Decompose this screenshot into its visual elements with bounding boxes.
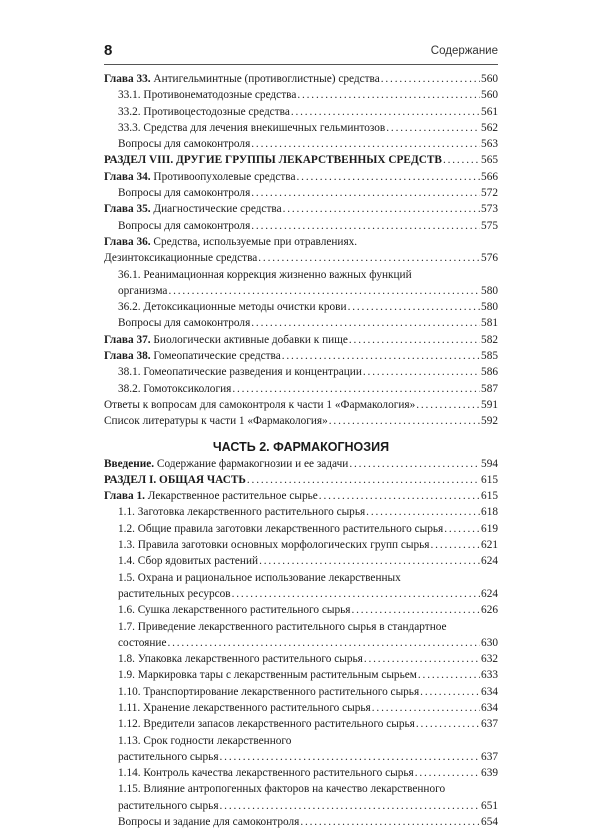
toc-entry — [104, 234, 498, 250]
toc-page-number: 565 — [481, 154, 498, 167]
toc-entry — [104, 716, 498, 732]
toc-entry-title — [118, 136, 250, 152]
toc-entry — [104, 332, 498, 348]
toc-entry — [104, 413, 498, 429]
toc-entry-prefix: Глава 35. — [104, 203, 151, 216]
toc-entry-prefix: Глава 38. — [104, 350, 151, 363]
toc-entry-text: растительных ресурсов — [118, 587, 231, 600]
toc-entry-title — [104, 71, 380, 87]
toc-entry-text: Дезинтоксикационные средства — [104, 252, 258, 265]
toc-entry-text: 1.3. Правила заготовки основных морфологических групп сырья — [118, 539, 430, 552]
toc-page-number: 580 — [481, 284, 498, 297]
toc-entry-text: 38.1. Гомеопатические разведения и концентрации — [118, 366, 362, 379]
toc-entry-text: Ответы к вопросам для самоконтроля к части 1 «Фармакология» — [104, 398, 416, 411]
toc-entry-text: Вопросы и задание для самоконтроля — [118, 816, 300, 829]
table-of-contents — [104, 71, 498, 830]
toc-page-number: 639 — [481, 767, 498, 780]
toc-entry-text: 1.9. Маркировка тары с лекарственным растительным сырьем — [118, 669, 417, 682]
toc-entry — [104, 586, 498, 602]
toc-leader-dots — [443, 152, 480, 168]
toc-entry-text: 1.1. Заготовка лекарственного растительного сырья — [118, 506, 366, 519]
toc-entry-title — [118, 749, 219, 765]
toc-entry — [104, 364, 498, 380]
toc-entry-text: Биологически активные добавки к пище — [150, 333, 348, 346]
toc-entry-title — [118, 381, 231, 397]
toc-entry — [104, 397, 498, 413]
toc-page-number: 562 — [481, 121, 498, 134]
toc-entry — [104, 456, 498, 472]
toc-entry-title — [118, 504, 365, 520]
toc-entry-title — [118, 120, 385, 136]
toc-entry — [104, 136, 498, 152]
toc-leader-dots — [300, 814, 480, 830]
toc-entry — [104, 87, 498, 103]
toc-page-number: 621 — [481, 539, 498, 552]
toc-entry-text: Список литературы к части 1 «Фармакология» — [104, 415, 328, 428]
toc-leader-dots — [349, 456, 480, 472]
toc-entry-title — [118, 185, 250, 201]
toc-page-number: 637 — [481, 718, 498, 731]
toc-leader-dots — [251, 315, 480, 331]
toc-entry-title — [118, 733, 291, 749]
part-2-title: ЧАСТЬ 2. ФАРМАКОГНОЗИЯ — [212, 439, 390, 454]
toc-entry — [104, 250, 498, 266]
toc-entry-title — [118, 364, 362, 380]
toc-leader-dots — [372, 700, 480, 716]
toc-page-number: 634 — [481, 685, 498, 698]
toc-leader-dots — [297, 169, 481, 185]
toc-page-number: 594 — [481, 457, 498, 470]
toc-entry-text: растительного сырья — [118, 750, 219, 763]
toc-leader-dots — [168, 283, 480, 299]
toc-leader-dots — [351, 602, 480, 618]
toc-entry-text: состояние — [118, 636, 167, 649]
toc-entry-text: Лекарственное растительное сырье — [144, 490, 318, 503]
toc-entry-prefix: Введение. — [104, 457, 155, 470]
toc-entry-title — [118, 218, 250, 234]
toc-page-number: 560 — [481, 89, 498, 102]
toc-page-number: 634 — [481, 701, 498, 714]
toc-entry-title — [118, 619, 447, 635]
toc-entry-text: Вопросы для самоконтроля — [118, 187, 251, 200]
toc-entry — [104, 700, 498, 716]
toc-entry-title — [118, 602, 350, 618]
toc-page-number: 586 — [481, 366, 498, 379]
toc-leader-dots — [259, 553, 480, 569]
toc-entry-title — [118, 283, 167, 299]
toc-entry — [104, 765, 498, 781]
toc-entry-title — [104, 234, 357, 250]
toc-entry-title — [118, 781, 445, 797]
toc-entry — [104, 537, 498, 553]
toc-entry-text: Содержание фармакогнозии и ее задачи — [154, 457, 349, 470]
toc-leader-dots — [319, 488, 480, 504]
toc-entry-title — [118, 765, 414, 781]
toc-leader-dots — [366, 504, 480, 520]
toc-leader-dots — [282, 348, 480, 364]
toc-entry-prefix: РАЗДЕЛ I. ОБЩАЯ ЧАСТЬ — [104, 473, 246, 486]
toc-page-number: 561 — [481, 105, 498, 118]
toc-entry-title — [104, 456, 348, 472]
toc-entry — [104, 570, 498, 586]
toc-page-number: 587 — [481, 382, 498, 395]
toc-entry-text: 1.5. Охрана и рациональное использование лекарственных — [118, 571, 401, 584]
toc-entry — [104, 635, 498, 651]
toc-entry — [104, 348, 498, 364]
toc-leader-dots — [329, 413, 480, 429]
toc-entry — [104, 814, 498, 830]
toc-leader-dots — [251, 185, 480, 201]
toc-page-number: 576 — [481, 252, 498, 265]
toc-entry-text: 1.7. Приведение лекарственного растительного сырья в стандартное — [118, 620, 447, 633]
toc-page-number: 585 — [481, 350, 498, 363]
toc-page-number: 630 — [481, 636, 498, 649]
toc-entry — [104, 749, 498, 765]
toc-entry-text: Противоопухолевые средства — [150, 170, 296, 183]
toc-entry-text: растительного сырья — [118, 799, 219, 812]
toc-entry — [104, 267, 498, 283]
toc-entry-text: 1.11. Хранение лекарственного растительного сырья — [118, 701, 371, 714]
toc-leader-dots — [416, 397, 480, 413]
toc-entry-text: 36.2. Детоксикационные методы очистки крови — [118, 301, 347, 314]
toc-entry — [104, 283, 498, 299]
toc-entry — [104, 619, 498, 635]
toc-entry-text: Вопросы для самоконтроля — [118, 219, 251, 232]
toc-part-2 — [104, 456, 498, 830]
toc-leader-dots — [232, 586, 480, 602]
toc-entry-text: 38.2. Гомотоксикология — [118, 382, 232, 395]
toc-page-number: 651 — [481, 799, 498, 812]
toc-entry — [104, 684, 498, 700]
toc-entry-prefix: Глава 33. — [104, 73, 151, 85]
toc-leader-dots — [258, 250, 480, 266]
toc-entry-title — [118, 814, 299, 830]
toc-entry-text: организма — [118, 284, 168, 297]
toc-leader-dots — [415, 765, 480, 781]
toc-page-number: 624 — [481, 587, 498, 600]
toc-page-number: 591 — [481, 398, 498, 411]
toc-leader-dots — [431, 537, 481, 553]
toc-entry-title — [118, 537, 430, 553]
page-header — [104, 40, 498, 65]
toc-entry-title — [104, 397, 415, 413]
toc-entry-text: Диагностические средства — [150, 203, 282, 216]
toc-entry — [104, 733, 498, 749]
toc-entry-title — [104, 472, 246, 488]
toc-page-number: 566 — [481, 170, 498, 183]
toc-entry — [104, 651, 498, 667]
toc-entry-title — [118, 299, 347, 315]
toc-leader-dots — [297, 87, 480, 103]
toc-entry — [104, 488, 498, 504]
toc-entry-title — [118, 684, 419, 700]
toc-entry-text: Вопросы для самоконтроля — [118, 138, 251, 151]
toc-leader-dots — [381, 71, 480, 87]
toc-leader-dots — [420, 684, 480, 700]
toc-page-number: 580 — [481, 301, 498, 314]
toc-entry-prefix: Глава 1. — [104, 490, 145, 503]
toc-entry-title — [118, 570, 401, 586]
toc-entry — [104, 798, 498, 814]
toc-entry-text: 1.14. Контроль качества лекарственного растительного сырья — [118, 767, 414, 780]
toc-page-number: 573 — [481, 203, 498, 216]
toc-entry-title — [118, 716, 415, 732]
toc-entry-text: 33.3. Средства для лечения внекишечных гельминтозов — [118, 121, 386, 134]
toc-entry-title — [118, 586, 231, 602]
toc-entry — [104, 504, 498, 520]
toc-entry-text: Вопросы для самоконтроля — [118, 317, 251, 330]
toc-entry-prefix: Глава 34. — [104, 170, 151, 183]
toc-leader-dots — [444, 521, 480, 537]
toc-leader-dots — [386, 120, 480, 136]
toc-leader-dots — [349, 332, 480, 348]
toc-leader-dots — [283, 201, 480, 217]
toc-page-number: 615 — [481, 490, 498, 503]
toc-page-number: 654 — [481, 816, 498, 829]
toc-entry — [104, 169, 498, 185]
toc-page-number: 637 — [481, 750, 498, 763]
toc-entry — [104, 299, 498, 315]
toc-leader-dots — [167, 635, 480, 651]
page-number: 8 — [104, 42, 113, 59]
toc-page-number: 615 — [481, 473, 498, 486]
toc-leader-dots — [418, 667, 480, 683]
toc-entry-title — [104, 348, 281, 364]
toc-entry-title — [118, 267, 412, 283]
toc-leader-dots — [291, 104, 480, 120]
toc-page-number: 575 — [481, 219, 498, 232]
toc-entry-text: 1.4. Сбор ядовитых растений — [118, 555, 259, 568]
toc-leader-dots — [364, 651, 480, 667]
toc-page-number: 560 — [481, 73, 498, 85]
toc-entry — [104, 201, 498, 217]
toc-entry-prefix: Глава 36. — [104, 235, 151, 248]
toc-entry-title — [118, 553, 258, 569]
toc-page-number: 632 — [481, 653, 498, 666]
toc-entry — [104, 152, 498, 168]
toc-entry — [104, 602, 498, 618]
toc-entry-text: Антигельминтные (противоглистные) средства — [150, 73, 380, 85]
toc-leader-dots — [232, 381, 480, 397]
toc-page-number: 618 — [481, 506, 498, 519]
toc-entry-title — [118, 798, 219, 814]
toc-entry-title — [104, 413, 328, 429]
toc-entry-title — [104, 152, 442, 168]
toc-leader-dots — [416, 716, 480, 732]
toc-entry — [104, 104, 498, 120]
toc-entry-text: 33.1. Противонематодозные средства — [118, 89, 297, 102]
toc-entry-text: 33.2. Противоцестодозные средства — [118, 105, 290, 118]
toc-entry-text: Гомеопатические средства — [150, 350, 281, 363]
toc-entry — [104, 381, 498, 397]
toc-leader-dots — [220, 749, 481, 765]
toc-entry-text: 1.15. Влияние антропогенных факторов на качество лекарственного — [118, 783, 446, 796]
toc-entry — [104, 553, 498, 569]
toc-entry — [104, 472, 498, 488]
toc-entry-text: 1.12. Вредители запасов лекарственного растительного сырья — [118, 718, 415, 731]
toc-entry-title — [104, 332, 348, 348]
toc-entry-title — [118, 521, 443, 537]
toc-entry — [104, 71, 498, 87]
toc-entry-text: 1.2. Общие правила заготовки лекарственного растительного сырья — [118, 522, 444, 535]
toc-entry-text: 1.13. Срок годности лекарственного — [118, 734, 292, 747]
toc-page-number: 582 — [481, 333, 498, 346]
running-title: Содержание — [430, 45, 498, 57]
toc-page-number: 633 — [481, 669, 498, 682]
toc-entry-prefix: РАЗДЕЛ VIII. ДРУГИЕ ГРУППЫ ЛЕКАРСТВЕННЫХ СРЕДСТВ — [104, 154, 442, 167]
toc-entry-text: 1.8. Упаковка лекарственного растительного сырья — [118, 653, 363, 666]
toc-entry — [104, 120, 498, 136]
toc-entry — [104, 315, 498, 331]
toc-leader-dots — [251, 218, 480, 234]
toc-leader-dots — [220, 798, 481, 814]
toc-entry-title — [118, 87, 296, 103]
toc-entry — [104, 521, 498, 537]
toc-entry-title — [118, 667, 417, 683]
toc-page-number: 624 — [481, 555, 498, 568]
toc-entry-title — [118, 104, 290, 120]
toc-entry-title — [104, 169, 296, 185]
toc-entry-title — [118, 700, 371, 716]
toc-entry-text: 1.6. Сушка лекарственного растительного сырья — [118, 604, 351, 617]
toc-page-number: 581 — [481, 317, 498, 330]
toc-leader-dots — [348, 299, 480, 315]
toc-page-number: 592 — [481, 415, 498, 428]
toc-entry-text: 1.10. Транспортирование лекарственного растительного сырья — [118, 685, 420, 698]
toc-entry-title — [104, 250, 257, 266]
toc-page-number: 619 — [481, 522, 498, 535]
toc-part-1 — [104, 71, 498, 430]
toc-page-number: 626 — [481, 604, 498, 617]
toc-leader-dots — [247, 472, 480, 488]
toc-entry — [104, 781, 498, 797]
toc-entry-text: 36.1. Реанимационная коррекция жизненно важных функций — [118, 268, 412, 281]
toc-entry-title — [118, 651, 363, 667]
toc-leader-dots — [251, 136, 480, 152]
toc-entry — [104, 667, 498, 683]
toc-entry — [104, 185, 498, 201]
toc-page-number: 572 — [481, 187, 498, 200]
toc-entry-title — [104, 201, 282, 217]
toc-entry-text: Средства, используемые при отравлениях. — [150, 235, 358, 248]
toc-entry-prefix: Глава 37. — [104, 333, 151, 346]
toc-entry-title — [118, 635, 166, 651]
toc-page-number: 563 — [481, 138, 498, 151]
toc-entry — [104, 218, 498, 234]
toc-entry-title — [104, 488, 318, 504]
toc-entry-title — [118, 315, 250, 331]
toc-leader-dots — [363, 364, 480, 380]
